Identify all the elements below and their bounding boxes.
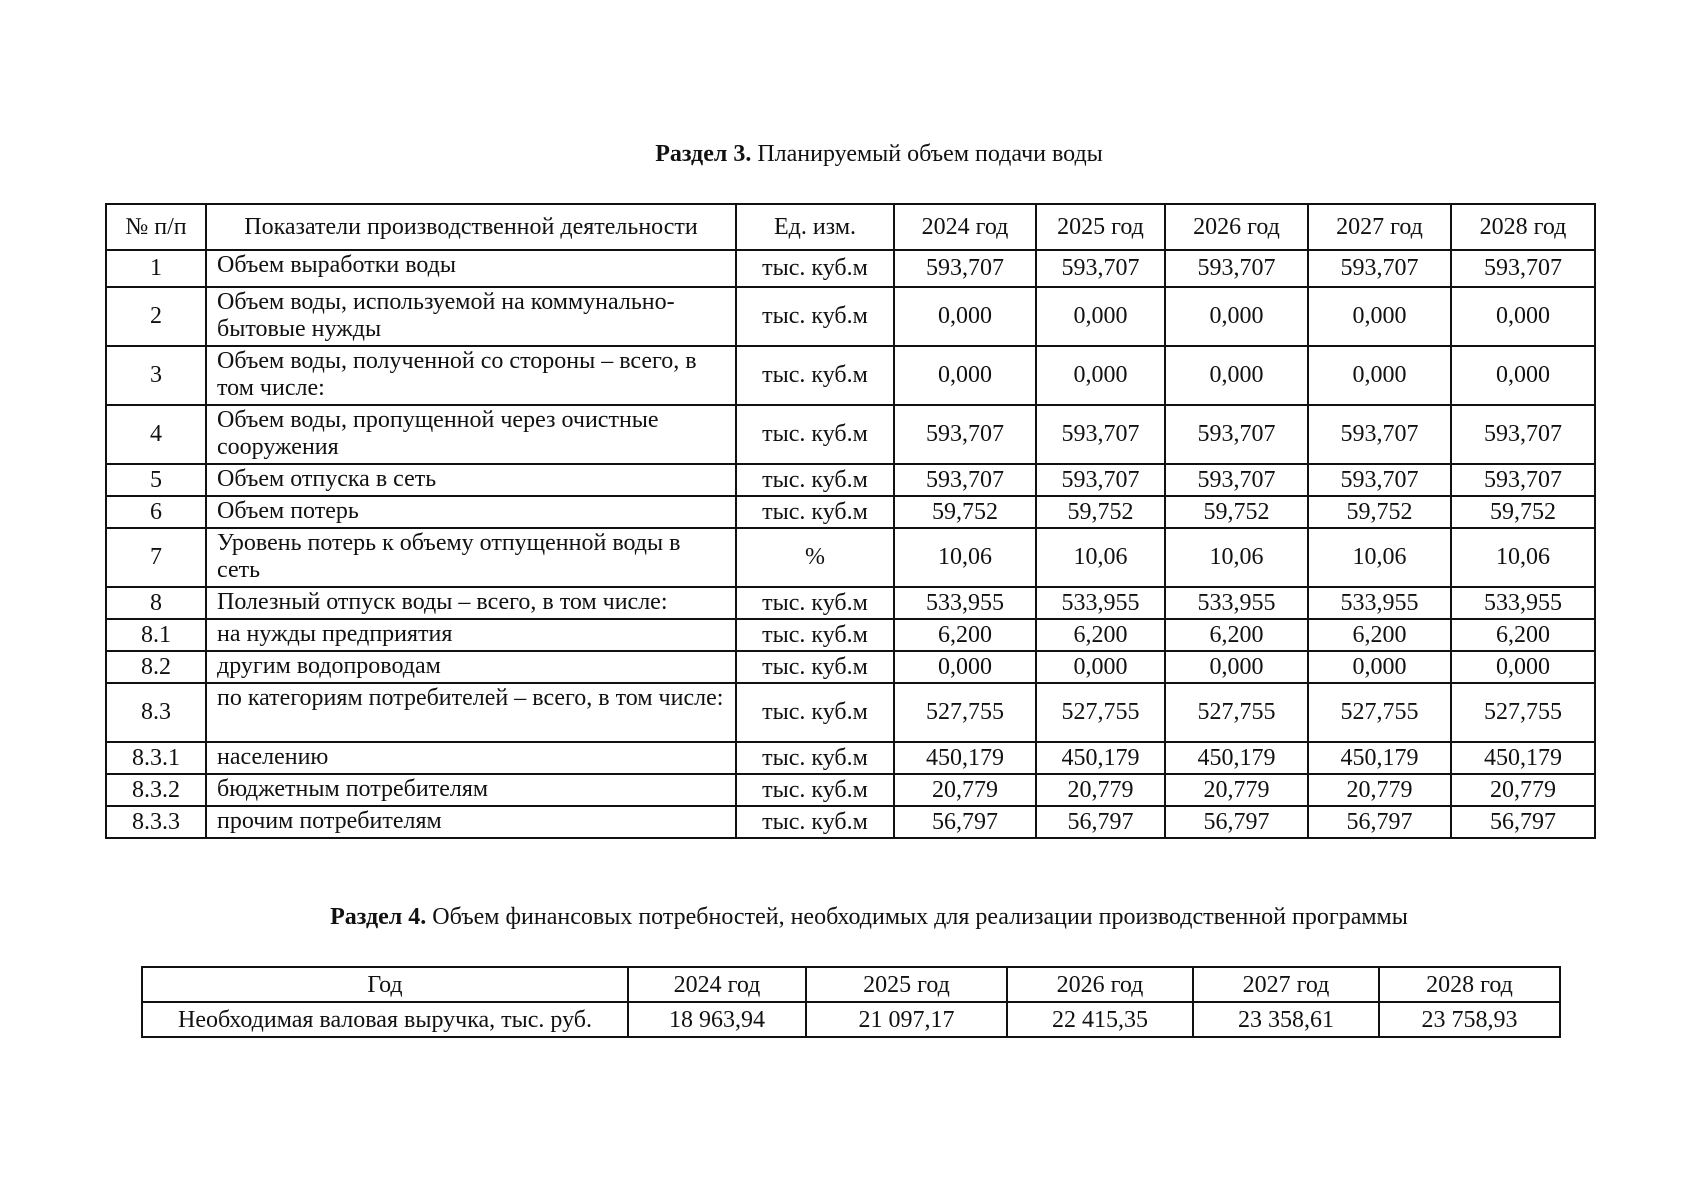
financial-needs-table: [141, 966, 1561, 1038]
row-value: 527,755: [1451, 683, 1595, 742]
header-indicator: Показатели производственной деятельности: [206, 204, 736, 250]
row-value: 0,000: [1165, 346, 1308, 405]
row-value: 593,707: [1451, 250, 1595, 287]
row-value: 59,752: [1451, 496, 1595, 528]
row-num: 8.2: [106, 651, 206, 683]
header-year-label: Год: [142, 967, 628, 1002]
row-value: 23 758,93: [1379, 1002, 1560, 1037]
table-row: [106, 346, 1595, 405]
row-name: Объем выработки воды: [206, 250, 736, 287]
section-3-title-text: Планируемый объем подачи воды: [751, 141, 1103, 167]
row-value: 0,000: [1036, 651, 1165, 683]
row-value: 0,000: [1308, 287, 1451, 346]
row-value: 533,955: [1165, 587, 1308, 619]
row-unit: тыс. куб.м: [736, 587, 894, 619]
row-num: 2: [106, 287, 206, 346]
header-year: 2025 год: [1036, 204, 1165, 250]
row-value: 56,797: [1451, 806, 1595, 838]
row-name: другим водопроводам: [206, 651, 736, 683]
water-supply-table: [105, 203, 1596, 839]
row-value: 0,000: [894, 346, 1036, 405]
row-value: 0,000: [1451, 287, 1595, 346]
row-value: 593,707: [1308, 405, 1451, 464]
header-year: 2026 год: [1007, 967, 1193, 1002]
row-value: 10,06: [1036, 528, 1165, 587]
table-row: [106, 774, 1595, 806]
row-value: 20,779: [1036, 774, 1165, 806]
row-value: 59,752: [1036, 496, 1165, 528]
table-row: [106, 464, 1595, 496]
row-value: 59,752: [1165, 496, 1308, 528]
row-value: 593,707: [1036, 464, 1165, 496]
row-unit: тыс. куб.м: [736, 287, 894, 346]
row-num: 8: [106, 587, 206, 619]
section-3-title-bold: Раздел 3.: [655, 141, 752, 167]
row-value: 59,752: [1308, 496, 1451, 528]
row-value: 450,179: [1308, 742, 1451, 774]
row-value: 593,707: [1165, 405, 1308, 464]
row-num: 8.1: [106, 619, 206, 651]
row-value: 593,707: [1451, 405, 1595, 464]
row-value: 450,179: [894, 742, 1036, 774]
row-name: прочим потребителям: [206, 806, 736, 838]
row-value: 0,000: [1451, 346, 1595, 405]
row-unit: тыс. куб.м: [736, 774, 894, 806]
header-year: 2025 год: [806, 967, 1007, 1002]
row-value: 22 415,35: [1007, 1002, 1193, 1037]
row-name: на нужды предприятия: [206, 619, 736, 651]
row-value: 593,707: [1451, 464, 1595, 496]
row-label: Необходимая валовая выручка, тыс. руб.: [142, 1002, 628, 1037]
row-num: 3: [106, 346, 206, 405]
header-year: 2024 год: [628, 967, 806, 1002]
header-year: 2026 год: [1165, 204, 1308, 250]
row-value: 0,000: [1308, 346, 1451, 405]
table-row: [106, 651, 1595, 683]
row-unit: тыс. куб.м: [736, 742, 894, 774]
table-row: [106, 683, 1595, 742]
header-unit: Ед. изм.: [736, 204, 894, 250]
row-name: по категориям потребителей – всего, в том числе:: [206, 683, 736, 742]
table-row: [106, 742, 1595, 774]
section-4-title-bold: Раздел 4.: [330, 904, 427, 930]
row-num: 1: [106, 250, 206, 287]
row-value: 56,797: [1165, 806, 1308, 838]
row-value: 56,797: [1308, 806, 1451, 838]
row-value: 593,707: [1036, 250, 1165, 287]
row-unit: тыс. куб.м: [736, 405, 894, 464]
row-value: 6,200: [1036, 619, 1165, 651]
row-name: Объем воды, используемой на коммунально-бытовые нужды: [206, 287, 736, 346]
row-value: 593,707: [1165, 250, 1308, 287]
row-value: 533,955: [1451, 587, 1595, 619]
row-value: 450,179: [1165, 742, 1308, 774]
row-value: 593,707: [894, 405, 1036, 464]
row-value: 56,797: [1036, 806, 1165, 838]
row-value: 20,779: [1451, 774, 1595, 806]
row-unit: тыс. куб.м: [736, 250, 894, 287]
row-num: 8.3.3: [106, 806, 206, 838]
row-name: Объем воды, пропущенной через очистные сооружения: [206, 405, 736, 464]
row-value: 6,200: [1165, 619, 1308, 651]
section-3-title: [30, 139, 1698, 169]
row-value: 0,000: [1036, 346, 1165, 405]
row-value: 527,755: [894, 683, 1036, 742]
table-row: [106, 528, 1595, 587]
row-value: 21 097,17: [806, 1002, 1007, 1037]
row-value: 59,752: [894, 496, 1036, 528]
row-value: 527,755: [1308, 683, 1451, 742]
row-value: 10,06: [1308, 528, 1451, 587]
row-value: 6,200: [894, 619, 1036, 651]
table-row: [106, 619, 1595, 651]
row-value: 18 963,94: [628, 1002, 806, 1037]
row-name: Объем воды, полученной со стороны – всего, в том числе:: [206, 346, 736, 405]
table-header-row: [106, 204, 1595, 250]
row-name: Объем потерь: [206, 496, 736, 528]
row-num: 8.3: [106, 683, 206, 742]
row-num: 6: [106, 496, 206, 528]
row-value: 56,797: [894, 806, 1036, 838]
row-value: 0,000: [1451, 651, 1595, 683]
table-row: [106, 806, 1595, 838]
table-row: [106, 405, 1595, 464]
row-unit: %: [736, 528, 894, 587]
row-value: 527,755: [1036, 683, 1165, 742]
row-unit: тыс. куб.м: [736, 496, 894, 528]
row-value: 20,779: [1165, 774, 1308, 806]
header-year: 2028 год: [1451, 204, 1595, 250]
row-value: 593,707: [1036, 405, 1165, 464]
row-num: 5: [106, 464, 206, 496]
row-unit: тыс. куб.м: [736, 346, 894, 405]
row-value: 450,179: [1036, 742, 1165, 774]
row-value: 0,000: [1036, 287, 1165, 346]
row-value: 23 358,61: [1193, 1002, 1379, 1037]
row-unit: тыс. куб.м: [736, 651, 894, 683]
row-name: населению: [206, 742, 736, 774]
row-unit: тыс. куб.м: [736, 806, 894, 838]
table-row: [106, 287, 1595, 346]
row-unit: тыс. куб.м: [736, 619, 894, 651]
row-value: 0,000: [1165, 287, 1308, 346]
row-num: 8.3.2: [106, 774, 206, 806]
row-value: 6,200: [1451, 619, 1595, 651]
table-row: [106, 496, 1595, 528]
row-num: 4: [106, 405, 206, 464]
row-value: 0,000: [894, 651, 1036, 683]
table-header-row: [142, 967, 1560, 1002]
header-num: № п/п: [106, 204, 206, 250]
row-num: 7: [106, 528, 206, 587]
row-value: 10,06: [1165, 528, 1308, 587]
row-value: 6,200: [1308, 619, 1451, 651]
table-row: [106, 587, 1595, 619]
row-value: 593,707: [1165, 464, 1308, 496]
row-name: Уровень потерь к объему отпущенной воды в сеть: [206, 528, 736, 587]
row-value: 0,000: [1308, 651, 1451, 683]
row-num: 8.3.1: [106, 742, 206, 774]
row-value: 450,179: [1451, 742, 1595, 774]
row-unit: тыс. куб.м: [736, 683, 894, 742]
header-year: 2027 год: [1308, 204, 1451, 250]
row-unit: тыс. куб.м: [736, 464, 894, 496]
row-name: бюджетным потребителям: [206, 774, 736, 806]
row-value: 533,955: [1036, 587, 1165, 619]
row-name: Объем отпуска в сеть: [206, 464, 736, 496]
row-value: 593,707: [1308, 250, 1451, 287]
row-value: 10,06: [894, 528, 1036, 587]
row-value: 20,779: [894, 774, 1036, 806]
row-value: 527,755: [1165, 683, 1308, 742]
row-value: 593,707: [894, 250, 1036, 287]
table-row: [106, 250, 1595, 287]
row-value: 20,779: [1308, 774, 1451, 806]
row-value: 593,707: [1308, 464, 1451, 496]
header-year: 2024 год: [894, 204, 1036, 250]
row-value: 533,955: [894, 587, 1036, 619]
row-name: Полезный отпуск воды – всего, в том числе:: [206, 587, 736, 619]
row-value: 593,707: [894, 464, 1036, 496]
section-4-title-text: Объем финансовых потребностей, необходимых для реализации производственной программы: [426, 904, 1408, 930]
row-value: 0,000: [1165, 651, 1308, 683]
header-year: 2027 год: [1193, 967, 1379, 1002]
table-row: [142, 1002, 1560, 1037]
row-value: 0,000: [894, 287, 1036, 346]
row-value: 10,06: [1451, 528, 1595, 587]
row-value: 533,955: [1308, 587, 1451, 619]
header-year: 2028 год: [1379, 967, 1560, 1002]
section-4-title: [20, 902, 1698, 932]
